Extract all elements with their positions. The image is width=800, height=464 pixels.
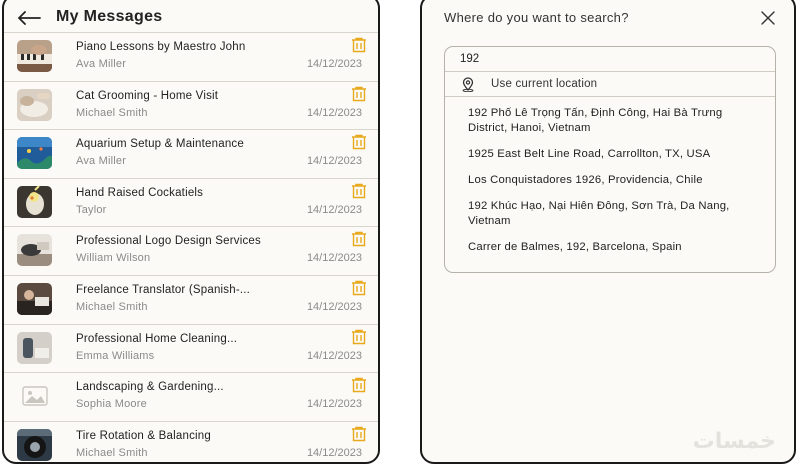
- delete-icon[interactable]: [350, 37, 368, 53]
- messages-header: [4, 2, 378, 32]
- message-item-landscaping[interactable]: [4, 372, 378, 421]
- message-item-tire[interactable]: [4, 421, 378, 464]
- search-result-item[interactable]: Carrer de Balmes, 192, Barcelona, Spain: [445, 234, 775, 260]
- message-user: Sophia Moore: [76, 398, 147, 410]
- message-user: Ava Miller: [76, 58, 126, 70]
- message-item-aquarium[interactable]: [4, 129, 378, 178]
- message-title: Hand Raised Cockatiels: [76, 187, 203, 199]
- search-result-item[interactable]: Los Conquistadores 1926, Providencia, Chile: [445, 167, 775, 193]
- message-user: Taylor: [76, 204, 107, 216]
- delete-icon[interactable]: [350, 280, 368, 296]
- listing-thumbnail: [17, 186, 52, 218]
- message-date: 14/12/2023: [307, 107, 362, 119]
- listing-thumbnail: [17, 40, 52, 72]
- message-date: 14/12/2023: [307, 252, 362, 264]
- listing-thumbnail: [17, 380, 52, 412]
- search-result-item[interactable]: 1925 East Belt Line Road, Carrollton, TX, USA: [445, 141, 775, 167]
- message-item-logo-design[interactable]: [4, 226, 378, 275]
- message-list: [4, 32, 378, 464]
- message-title: Professional Home Cleaning...: [76, 333, 237, 345]
- arrow-left-icon: [17, 11, 41, 25]
- search-prompt: Where do you want to search?: [444, 10, 629, 25]
- listing-thumbnail: [17, 332, 52, 364]
- message-user: Michael Smith: [76, 301, 148, 313]
- delete-icon[interactable]: [350, 183, 368, 199]
- message-item-grooming[interactable]: [4, 81, 378, 130]
- message-date: 14/12/2023: [307, 155, 362, 167]
- listing-thumbnail: [17, 137, 52, 169]
- message-title: Professional Logo Design Services: [76, 235, 261, 247]
- watermark: خمسات: [693, 429, 776, 454]
- message-title: Landscaping & Gardening...: [76, 381, 224, 393]
- delete-icon[interactable]: [350, 231, 368, 247]
- message-date: 14/12/2023: [307, 58, 362, 70]
- listing-thumbnail: [17, 234, 52, 266]
- delete-icon[interactable]: [350, 134, 368, 150]
- message-user: Emma Williams: [76, 350, 154, 362]
- message-user: William Wilson: [76, 252, 150, 264]
- search-input[interactable]: [445, 47, 775, 72]
- back-button[interactable]: [16, 8, 42, 28]
- message-date: 14/12/2023: [307, 350, 362, 362]
- message-title: Freelance Translator (Spanish-...: [76, 284, 250, 296]
- search-result-item[interactable]: 192 Phố Lê Trọng Tấn, Định Công, Hai Bà Trưng District, Hanoi, Vietnam: [445, 97, 775, 141]
- message-user: Michael Smith: [76, 447, 148, 459]
- message-date: 14/12/2023: [307, 301, 362, 313]
- delete-icon[interactable]: [350, 377, 368, 393]
- image-placeholder-icon: [22, 386, 48, 406]
- message-date: 14/12/2023: [307, 447, 362, 459]
- location-pin-icon: [461, 77, 475, 92]
- message-item-translator[interactable]: [4, 275, 378, 324]
- search-screen: [420, 0, 796, 464]
- search-result-item[interactable]: 192 Khúc Hạo, Nại Hiên Đông, Sơn Trà, Da Nang, Vietnam: [445, 193, 775, 234]
- message-title: Cat Grooming - Home Visit: [76, 90, 218, 102]
- delete-icon[interactable]: [350, 329, 368, 345]
- message-date: 14/12/2023: [307, 204, 362, 216]
- message-item-cleaning[interactable]: [4, 324, 378, 373]
- page-title: My Messages: [56, 8, 162, 26]
- message-user: Ava Miller: [76, 155, 126, 167]
- close-icon[interactable]: [760, 10, 776, 26]
- message-title: Tire Rotation & Balancing: [76, 430, 211, 442]
- message-user: Michael Smith: [76, 107, 148, 119]
- use-current-location-label: Use current location: [491, 78, 597, 90]
- use-current-location-button[interactable]: [445, 72, 775, 97]
- listing-thumbnail: [17, 89, 52, 121]
- search-panel: [444, 46, 776, 273]
- delete-icon[interactable]: [350, 426, 368, 442]
- search-results: [445, 97, 775, 260]
- message-item-piano[interactable]: [4, 32, 378, 81]
- listing-thumbnail: [17, 283, 52, 315]
- listing-thumbnail: [17, 429, 52, 461]
- message-title: Aquarium Setup & Maintenance: [76, 138, 244, 150]
- message-item-cockatiel[interactable]: [4, 178, 378, 227]
- message-title: Piano Lessons by Maestro John: [76, 41, 245, 53]
- message-date: 14/12/2023: [307, 398, 362, 410]
- messages-screen: [2, 0, 380, 464]
- delete-icon[interactable]: [350, 86, 368, 102]
